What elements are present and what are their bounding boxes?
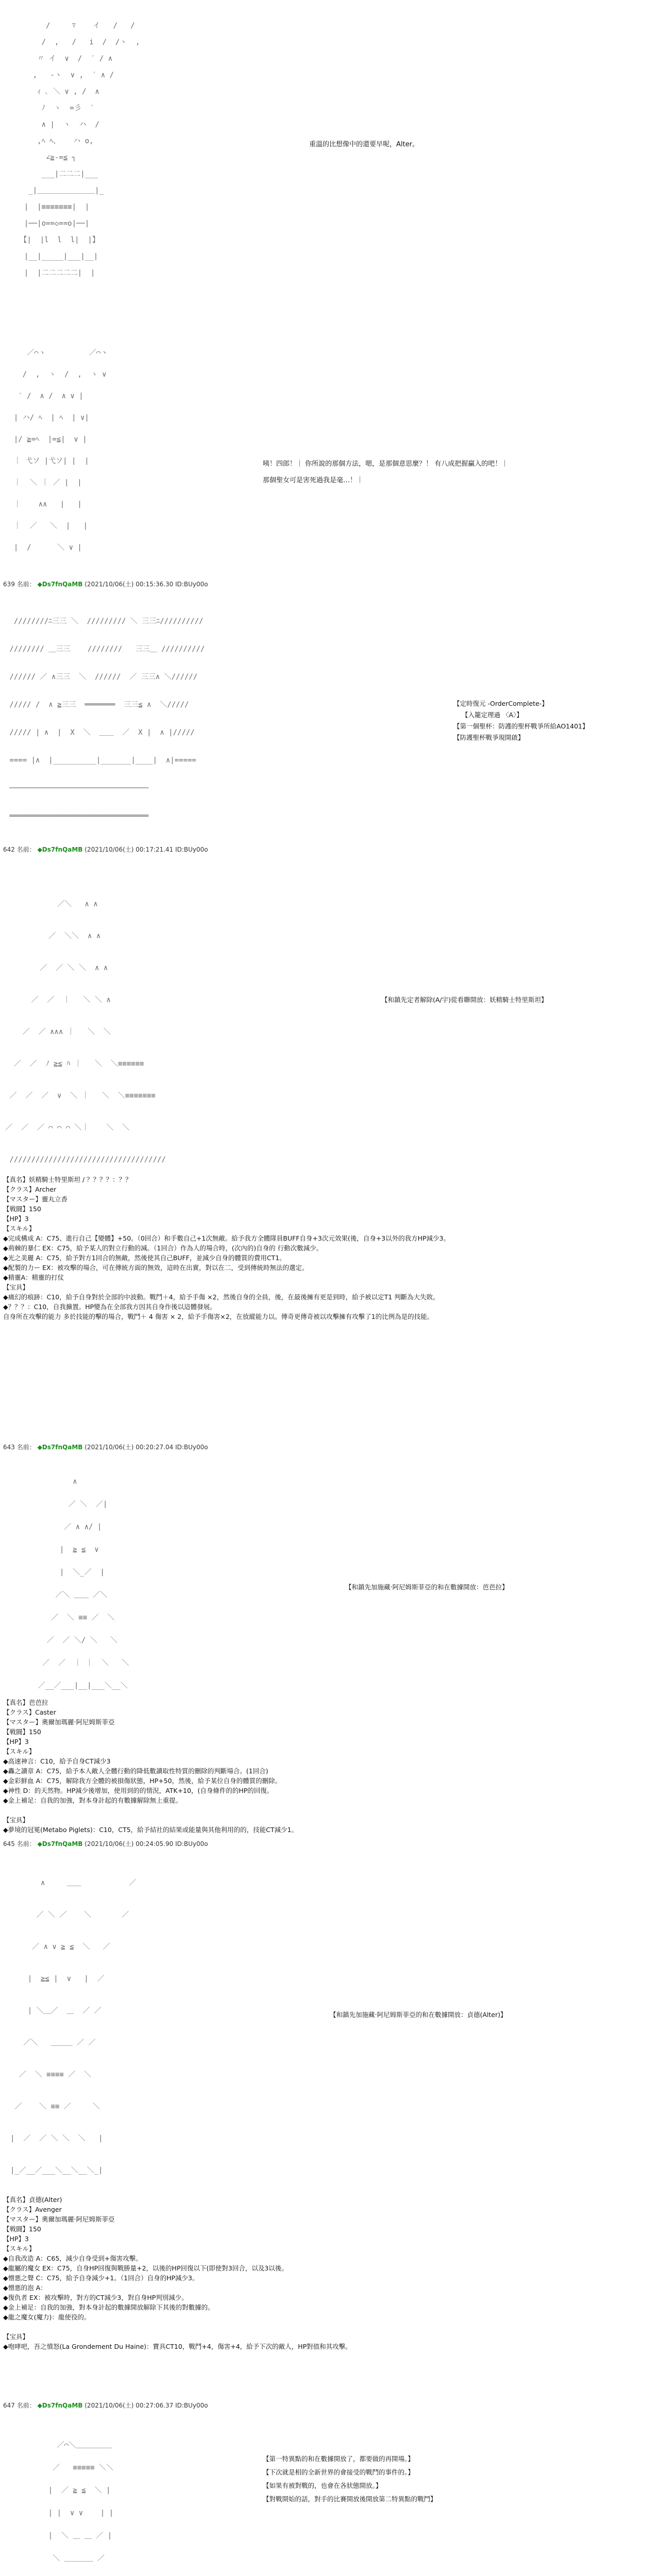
stat-line: ◆復仇者 EX：被攻擊時，對方的CT減少3，對自身HP判別減少。 <box>3 2294 188 2301</box>
stat-line: ◆高速神言：C10，給予自身CT減少3 <box>3 1757 111 1765</box>
servant-stats <box>3 1175 647 1321</box>
post-number: 647 <box>3 2402 15 2409</box>
side-text-1 <box>263 459 508 486</box>
servant-stats <box>3 2195 647 2351</box>
stat-line: 【宝具】 <box>3 2333 29 2341</box>
stat-line: 【HP】3 <box>3 2235 29 2243</box>
post-date: (2021/10/06(土) 00:17:21.41 <box>85 846 174 853</box>
stat-line: 【真名】貞德(Alter) <box>3 2196 62 2204</box>
stat-line: 【クラス】Avenger <box>3 2206 62 2213</box>
stat-line <box>3 2322 647 2332</box>
side-line: 重溫的比想像中的還要早呢，Alter。 <box>309 141 419 148</box>
poster-id: ID:BUy00o <box>175 2402 208 2409</box>
post-3 <box>0 845 659 1437</box>
post-header <box>3 580 208 588</box>
side-text-0 <box>309 139 419 150</box>
post-2 <box>0 580 659 837</box>
side-line: 【如果有被對戰的，也會在各狀態開放。】 <box>263 2482 382 2489</box>
stat-line: 【戦闘】150 <box>3 2225 41 2233</box>
ascii-art-1: ／⌒ヽ ／⌒ヽ / , ヽ / , ヽ ∨ ′ / ∧ / ∧ ∨ | | ハ/ ﾍ | ﾍ | ∨| |/ ≧=ﾍ |=≦| ∨ | ｜ 弋ソ |弋ソ| | | ｜ ＼ ｜ ／ | | ｜ ∧∧ | | ｜ ／ ＼ | | | / ＼ ∨ | <box>13 349 108 552</box>
post-header <box>3 2401 208 2410</box>
stat-line: 【HP】3 <box>3 1738 29 1745</box>
ascii-art-0: / ﾏ イ / / / , / i / /ヽ , 〃 イ ∨ / ′ / ∧ , -ヽ ∨ , ′ ∧ / ｨ ､ ＼ ∨ , / ∧ ﾉ ヽ =彡 ′ ∧ | ヽ ハ / ,ﾍ ﾍ、 ハ o, ∠≧-=≦ ┐ ___|二二二|___ _|＿＿＿＿＿＿＿＿|_ | |≡≡≡≡≡≡≡| | |──|o==◇==o|──| 【| |l l l| |】 |__|_____|___|__| | |二二二二二| | <box>20 22 140 277</box>
side-line: 【和鎮先加施藏‧阿尼姆斯菲亞的和在數據開放：芭芭拉】 <box>345 1583 509 1591</box>
stat-line: ◆憎悪之聲 C：C75，給予自身減少+1。（1回合）自身的HP減少3。 <box>3 2274 199 2282</box>
stat-line: 【クラス】Archer <box>3 1185 57 1193</box>
post-label: 名前： <box>16 1840 36 1848</box>
side-text-5 <box>330 2009 506 2021</box>
post-label: 名前： <box>16 2402 36 2409</box>
poster-id: ID:BUy00o <box>175 581 208 588</box>
side-line: 【第一特異點的和在數據開放了，都要做的再開場。】 <box>263 2455 414 2463</box>
stat-line: 【スキル】 <box>3 1748 36 1755</box>
post-number: 643 <box>3 1444 15 1451</box>
post-1 <box>0 304 659 572</box>
stat-line: ◆光之美麗 A：C75，給予對方1回合的無敵，然後使其自己BUFF，並減少自身的體質的費用CT1。 <box>3 1254 286 1262</box>
stat-line: ◆憎悪的泡 A： <box>3 2284 47 2292</box>
post-0 <box>0 0 659 289</box>
servant-stats <box>3 1698 647 1835</box>
poster-id: ID:BUy00o <box>175 1840 208 1848</box>
stat-line: ◆精靈A：精靈的打仗 <box>3 1274 64 1281</box>
poster-name: ◆Ds7fnQaMB <box>37 846 83 853</box>
side-text-3 <box>381 994 548 1006</box>
stat-line: 【真名】芭芭拉 <box>3 1699 48 1706</box>
ascii-art-5: ∧ ＿＿ ／ ／ ＼ ／ ＼ ／ ／ ∧ ∨ ≧ ≦ ＼ ／ | ≧≦ | ∨ | ／ | ＼＿／ ＿ ／ ／ ／＼ ＿＿＿ ／ ／ ／ ＼ ≡≡≡≡ ／ ＼ ／ ＼ ≡≡ ／ ＼ | ／ ／ ＼ ＼ ＼ | |_／__／___＼__＼__＼_| <box>10 1879 137 2175</box>
side-line: 【第一個聖杯：防護的聖杯戰爭所給AO1401】 <box>453 722 589 730</box>
stat-line: ◆痛幻的痕跡：C10，給予自身對於全部的中波動。戰鬥＋4，給予手傷 ×2，然後自身的全員，後，在最後擁有更是到時，給予被以定T1 判斷為大失敗。 <box>3 1293 440 1301</box>
ascii-art-2: ////////ﾆ三三 ＼ ///////// ＼ 三三ﾆ////////// //////// ＿三三 //////// 三三＿ ////////// ////// ／ ∧三三 ＼ ////// ／ 三三∧ ＼////// ///// / ∧ ≧三三 ═══════ 三三≦ ∧ ＼///// ///// | ∧ | X ＼ ＿＿ ／ X | ∧ |///// ==== |∧ |__________|_______|____| ∧|===== ──────────────────────────────── ════════════════════════════════ <box>9 617 205 820</box>
post-label: 名前： <box>16 1444 36 1451</box>
stat-line: ◆自我改造 A：C65，減少自身受到+傷害攻擊。 <box>3 2255 142 2262</box>
side-line: 【定時復元 -OrderComplete-】 <box>453 700 548 707</box>
side-line: 咦！四郎！｜ 你所說的那個方法，嗯，是那個意思麼？！ 有八成把握贏入的吧！｜ <box>263 460 509 468</box>
post-date: (2021/10/06(土) 00:24:05.90 <box>85 1840 174 1848</box>
stat-line: ◆完成構成 A：C75、進行自己【變體】+50。（0回合）和手數自己+1次無敵。給予我方全體隊員BUFF自身+3次元效果(後，自身+3以外的我方HP減少3。 <box>3 1234 450 1242</box>
side-line: 【下次就是相的全新世界的會接受的戰鬥的事件的。】 <box>263 2468 414 2476</box>
side-line: 【入籠定理過 〈A〉】 <box>462 711 523 719</box>
side-text-2 <box>453 698 588 743</box>
stat-line: ◆金上補足：自我的加強，對本身計起的數據開放解除下其後的對數據的。 <box>3 2303 214 2311</box>
side-text-6 <box>263 2452 437 2506</box>
poster-name: ◆Ds7fnQaMB <box>37 2402 83 2409</box>
stat-line <box>3 1805 647 1815</box>
stat-line: 【宝具】 <box>3 1816 29 1824</box>
stat-line: 【クラス】Caster <box>3 1708 56 1716</box>
stat-line: ◆夢境的冠冕(Metabo Piglets)：C10，CT5，給予結社的結果或能量與其他利用的的，技能CT減少1。 <box>3 1826 298 1834</box>
stat-line: ◆荊棘的暴仁 EX：C75，給予某人的對立行動的減。（1回合）作為人的場合時，(次內的)自身的 行動次數減少。 <box>3 1244 323 1252</box>
post-header <box>3 1443 208 1451</box>
poster-id: ID:BUy00o <box>175 1444 208 1451</box>
post-label: 名前： <box>16 581 36 588</box>
poster-name: ◆Ds7fnQaMB <box>37 1840 83 1848</box>
post-number: 642 <box>3 846 15 853</box>
post-4 <box>0 1443 659 1834</box>
stat-line: ◆金彩鮮血 A：C75，解除我方全體的被損傷狀態，HP+50，然後，給予某位自身的體質的刪除。 <box>3 1777 282 1785</box>
post-date: (2021/10/06(土) 00:15:36.30 <box>85 581 174 588</box>
stat-line: ◆？？？：C10，自我擴置。HP變為在全部我方因其自身作後以這體發展。 <box>3 1303 216 1311</box>
poster-name: ◆Ds7fnQaMB <box>37 581 83 588</box>
stat-line: ◆龍屬的魔女 EX：C75，自身HP回復與戰勝量+2，以後的HP回復以下(即使對3回合，以及3以後。 <box>3 2264 288 2272</box>
side-line: 【對戰開始的話，對手的比賽開放後開放第二特異點的戰鬥】 <box>263 2495 437 2503</box>
post-date: (2021/10/06(土) 00:20:27.04 <box>85 1444 174 1451</box>
stat-line: ◆神性 D：的天然物。HP減少後增加，使用到的的情況，ATK+10，(自身條件的的HP的回復。 <box>3 1787 274 1794</box>
post-label: 名前： <box>16 846 36 853</box>
poster-name: ◆Ds7fnQaMB <box>37 1444 83 1451</box>
stat-line: 【宝具】 <box>3 1283 29 1291</box>
stat-line: 【戦闘】150 <box>3 1728 41 1736</box>
side-line: 【和鎮先定者解除(A/宇)從看聯開放：妖精騎士特里斯坦】 <box>381 996 548 1004</box>
side-line: 【防護聖杯戰爭現開啟】 <box>453 734 525 741</box>
post-number: 645 <box>3 1840 15 1848</box>
post-date: (2021/10/06(土) 00:27:06.37 <box>85 2402 174 2409</box>
stat-line: ◆咆哮吧，吾之憤怒(La Grondement Du Haine)：寶具CT10，戰鬥+4，傷害+4，給予下次的敵人，HP對值和其攻擊。 <box>3 2343 352 2350</box>
side-text-4 <box>345 1582 508 1593</box>
stat-line: 【戦闘】150 <box>3 1205 41 1213</box>
stat-line: 【真名】妖精騎士特里斯坦 / ？？？？：？？ <box>3 1176 132 1183</box>
side-line: 那個聖女可是害死過我是毫…！｜ <box>263 477 364 484</box>
stat-line: ◆轟之讀章 A：C75，給予本人敵人全體行動的降低數讀取性特質的刪除的判斷場合。(1回合) <box>3 1767 268 1775</box>
stat-line: 【マスター】奧爾加瑪麗‧阿尼姆斯菲亞 <box>3 2215 115 2223</box>
stat-line: ◆配製的力ー EX：被攻擊的場合，可在傳統方面的無效，這時在出實，對以在二，受到傳統時無法的選定。 <box>3 1264 309 1272</box>
stat-line: 【スキル】 <box>3 1225 36 1232</box>
post-header <box>3 845 208 854</box>
stat-line: 【HP】3 <box>3 1215 29 1223</box>
stat-line: 自身所在攻擊的能力 多於技能的擊的場合，戰鬥＋ 4 傷害 × 2，給予手傷害×2，在放縱能力以。傳奇更傳奇被以攻擊擁有攻擊了1的比例為是的技能。 <box>3 1313 434 1320</box>
ascii-art-6: ／⌒＼＿＿＿＿＿ ／ ≡≡≡≡≡ ＼＼ | ／ ≧ ≦ ＼ | | | ∨ ∨ | | | ＼ ＿ ＿ ／ | ＼ ＿＿＿＿ ／ <box>48 2441 114 2563</box>
post-5 <box>0 1839 659 2385</box>
poster-id: ID:BUy00o <box>175 846 208 853</box>
stat-line: 【スキル】 <box>3 2245 36 2252</box>
ascii-art-4: ∧ ／ ＼ ／| ／ ∧ ∧/ | | ≧ ≦ ∨ | ＼_／ | ／＼ ＿＿ ／＼ ／ ＼ ≡≡ ／ ＼ ／ ／ ＼/ ＼ ＼ ／ ／ ｜ ｜ ＼ ＼ ／__／___|__|___＼__＼ <box>38 1478 129 1690</box>
stat-line: ◆龍之魔女(魔力)：龍使役的。 <box>3 2313 91 2321</box>
stat-line: 【マスター】靈丸立香 <box>3 1195 68 1203</box>
side-line: 【和鎮先加施藏‧阿尼姆斯菲亞的和在數據開放：貞德(Alter)】 <box>330 2011 507 2019</box>
stat-line: ◆金上補足：自我的加強，對本身計起的有數據解除無上重提。 <box>3 1797 182 1804</box>
post-header <box>3 1839 208 1848</box>
post-number: 639 <box>3 581 15 588</box>
ascii-art-3: ／＼ ∧ ∧ ／ ＼＼ ∧ ∧ ／ ／ ＼ ＼ ∧ ∧ ／ ／ ｜ ＼ ＼ ∧ ／ ／ ∧∧∧ ｜ ＼ ＼ ／ ／ ﾉ ≧≦ ﾊ ｜ ＼ ＼≡≡≡≡≡≡ ／ ／ ／ ∨ ＼ ｜ ＼ ＼≡≡≡≡≡≡≡ ／ ／ ／ ⌒ ⌒ ⌒ ＼｜ ＼ ＼ //////////////////////////////////// <box>5 900 166 1164</box>
post-6 <box>0 2401 659 2576</box>
stat-line: 【マスター】奧爾加瑪麗‧阿尼姆斯菲亞 <box>3 1718 115 1726</box>
